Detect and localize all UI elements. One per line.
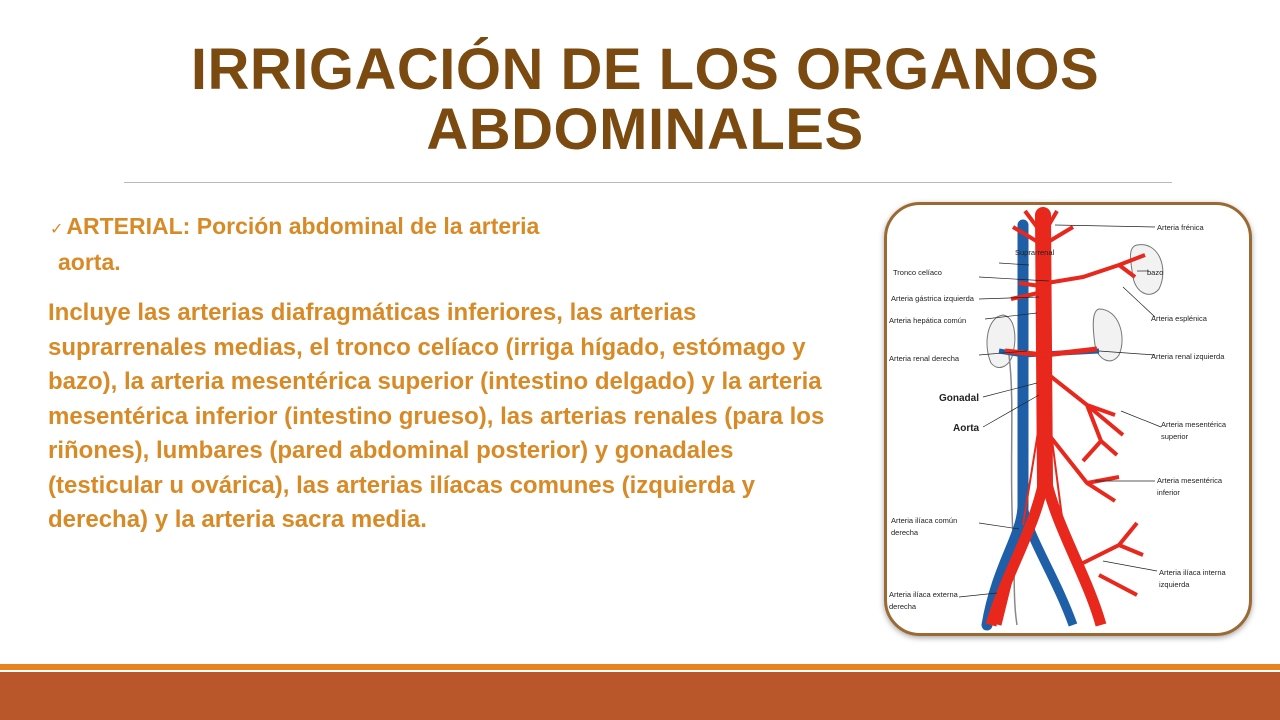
label-iliaca-externa-1: Arteria ilíaca externa: [889, 590, 958, 599]
label-tronco-celiaco: Tronco celíaco: [893, 268, 942, 277]
label-bazo: bazo: [1147, 268, 1164, 277]
label-suprarrenal: Suprarrenal: [1015, 248, 1055, 257]
label-mesenterica-inferior-2: inferior: [1157, 488, 1180, 497]
checkmark-icon: ✓: [50, 221, 64, 238]
bullet-text-continuation: aorta.: [58, 249, 121, 275]
label-iliaca-externa-2: derecha: [889, 602, 917, 611]
bullet-arterial: [50, 210, 770, 278]
anatomy-illustration: [887, 205, 1249, 633]
slide-title: IRRIGACIÓN DE LOS ORGANOS ABDOMINALES: [190, 37, 1100, 162]
label-mesenterica-superior-1: Arteria mesentérica: [1161, 420, 1227, 429]
celiac-trunk-branches: [1011, 255, 1145, 299]
label-iliaca-interna-1: Arteria ilíaca interna: [1159, 568, 1226, 577]
bullet-keyword: ARTERIAL:: [66, 213, 191, 239]
label-renal-derecha: Arteria renal derecha: [889, 354, 960, 363]
label-arteria-frenica: Arteria frénica: [1157, 223, 1204, 232]
label-mesenterica-inferior-1: Arteria mesentérica: [1157, 476, 1223, 485]
label-iliaca-interna-2: izquierda: [1159, 580, 1190, 589]
label-mesenterica-superior-2: superior: [1161, 432, 1189, 441]
bullet-text: Porción abdominal de la arteria: [190, 213, 540, 239]
label-hepatica-comun: Arteria hepática común: [889, 316, 967, 325]
left-common-iliac: [1045, 475, 1101, 625]
label-renal-izquierda: Arteria renal izquierda: [1151, 352, 1225, 361]
label-esplenica: Arteria esplénica: [1151, 314, 1207, 323]
label-iliaca-comun-1: Arteria ilíaca común: [891, 516, 958, 525]
label-gastrica-izquierda: Arteria gástrica izquierda: [891, 294, 974, 303]
footer-band: [0, 672, 1280, 720]
title-divider: [124, 182, 1172, 183]
body-paragraph: Incluye las arterias diafragmáticas inferiores, las arterias suprarrenales medias, el tronco celíaco (irriga hígado, estómago y bazo), la arteria mesentérica superior (intestino delgado) y la arteria mesentérica inferior (intestino grueso), las arterias renales (para los riñones), lumbares (pared abdominal posterior) y gonadales (testicular u ovárica), las arterias ilíacas comunes (izquierda y derecha) y la arteria sacra media.: [48, 299, 825, 533]
abdominal-arteries-diagram: [884, 202, 1252, 636]
footer-accent-stripe: [0, 664, 1280, 670]
label-gonadal: Gonadal: [939, 393, 980, 404]
label-iliaca-comun-2: derecha: [891, 528, 919, 537]
right-kidney-shape: [987, 315, 1015, 368]
label-aorta: Aorta: [953, 423, 980, 434]
